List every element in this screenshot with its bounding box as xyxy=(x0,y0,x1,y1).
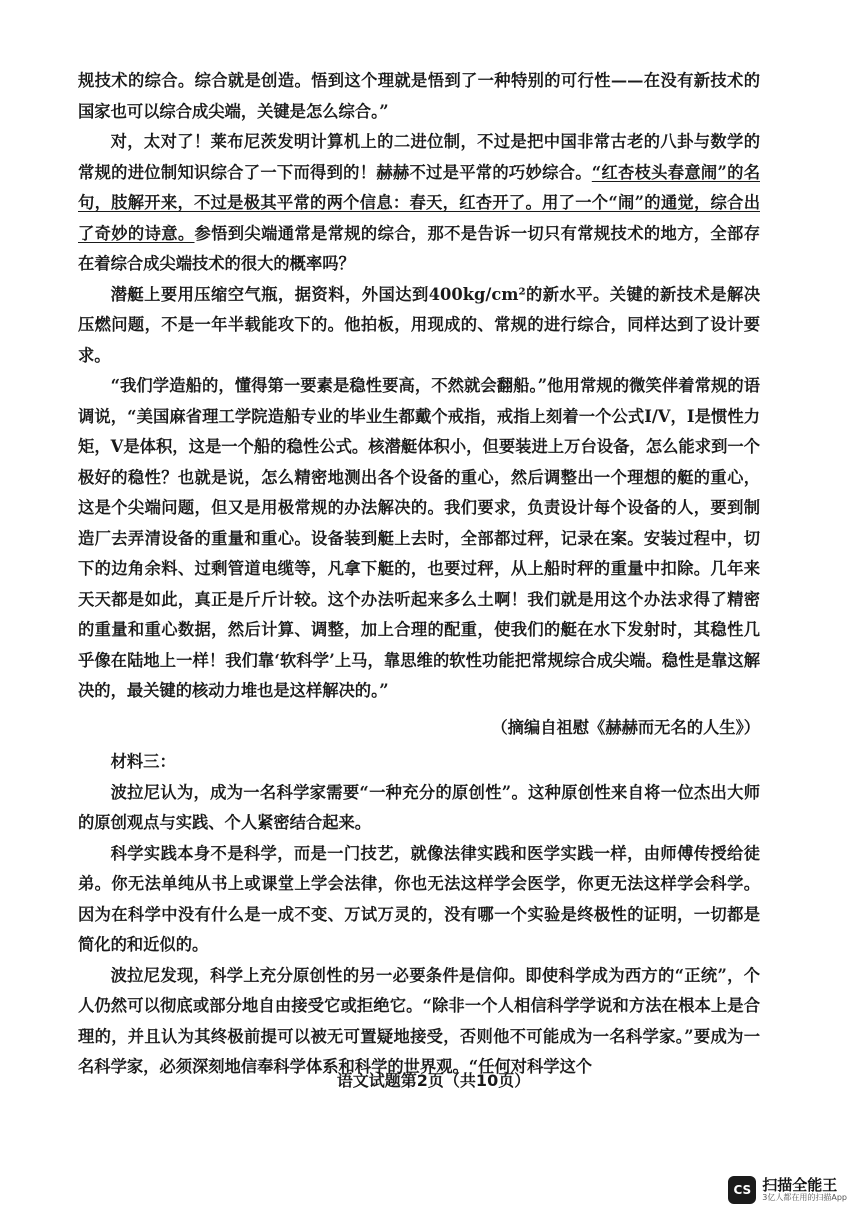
watermark-sub: 3亿人都在用的扫描App xyxy=(762,1192,847,1202)
citation: （摘编自祖慰《赫赫而无名的人生》） xyxy=(491,717,760,737)
paragraph-1: 规技术的综合。综合就是创造。悟到这个理就是悟到了一种特别的可行性——在没有新技术的国家也可以综合成尖端，关键是怎么综合。” xyxy=(78,71,760,121)
paragraph-6: 科学实践本身不是科学，而是一门技艺，就像法律实践和医学实践一样，由师傅传授给徒弟。你无法单纯从书上或课堂上学会法律，你也无法这样学会医学，你更无法这样学会科学。因为在科学中没有什么是一成不变、万试万灵的，没有哪一个实验是终极性的证明，一切都是简化的和近似的。 xyxy=(78,843,760,954)
watermark-name: 扫描全能王 xyxy=(762,1176,838,1195)
section-heading: 材料三： xyxy=(110,752,176,771)
scanner-watermark xyxy=(728,1176,847,1204)
paragraph-5: 波拉尼认为，成为一名科学家需要“一种充分的原创性”。这种原创性来自将一位杰出大师的原创观点与实践、个人紧密结合起来。 xyxy=(78,782,760,832)
document-body xyxy=(78,66,760,1083)
camscanner-logo-icon: CS xyxy=(728,1176,756,1204)
paragraph-7: 波拉尼发现，科学上充分原创性的另一必要条件是信仰。即使科学成为西方的“正统”，个人仍然可以彻底或部分地自由接受它或拒绝它。“除非一个人相信科学学说和方法在根本上是合理的，并且认为其终极前提可以被无可置疑地接受，否则他不可能成为一名科学家。”要成为一名科学家，必须深刻地信奉科学体系和科学的世界观。“任何对科学这个 xyxy=(78,965,761,1076)
paragraph-2: 对，太对了！莱布尼茨发明计算机上的二进位制，不过是把中国非常古老的八卦与数学的常规的进位制知识综合了一下而得到的！赫赫不过是平常的巧妙综合。“红杏枝头春意闹”的名句，肢解开来，不过是极其平常的两个信息：春天，红杏开了。用了一个“闹”的通觉，综合出了奇妙的诗意。参悟到尖端通常是常规的综合，那不是告诉一切只有常规技术的地方，全部存在着综合成尖端技术的很大的概率吗？ xyxy=(78,132,760,273)
page-footer: 语文试题第2页（共10页） xyxy=(336,1071,531,1090)
paragraph-4: “我们学造船的，懂得第一要素是稳性要高，不然就会翻船。”他用常规的微笑伴着常规的语调说，“美国麻省理工学院造船专业的毕业生都戴个戒指，戒指上刻着一个公式I/V，I是惯性力矩，V是体积，这是一个船的稳性公式。核潜艇体积小，但要装进上万台设备，怎么能求到一个极好的稳性？也就是说，怎么精密地测出各个设备的重心，然后调整出一个理想的艇的重心，这是个尖端问题，但又是用极常规的办法解决的。我们要求，负责设计每个设备的人，要到制造厂去弄清设备的重量和重心。设备装到艇上去时，全部都过秤，记录在案。安装过程中，切下的边角余料、过剩管道电缆等，凡拿下艇的，也要过秤，从上船时秤的重量中扣除。几年来天天都是如此，真正是斤斤计较。这个办法听起来多么土啊！我们就是用这个办法求得了精密的重量和重心数据，然后计算、调整，加上合理的配重，使我们的艇在水下发射时，其稳性几乎像在陆地上一样！我们靠‘软科学’上马，靠思维的软性功能把常规综合成尖端。稳性是靠这解决的，最关键的核动力堆也是这样解决的。” xyxy=(78,376,760,700)
paragraph-3: 潜艇上要用压缩空气瓶，据资料，外国达到400kg/cm²的新水平。关键的新技术是解决压燃问题，不是一年半载能攻下的。他拍板，用现成的、常规的进行综合，同样达到了设计要求。 xyxy=(78,284,760,365)
underlined-quote: “红杏枝头春意闹”的名句，肢解开来，不过是极其平常的两个信息：春天，红杏开了。用了一个“闹”的通觉，综合出了奇妙的诗意。 xyxy=(78,162,760,243)
